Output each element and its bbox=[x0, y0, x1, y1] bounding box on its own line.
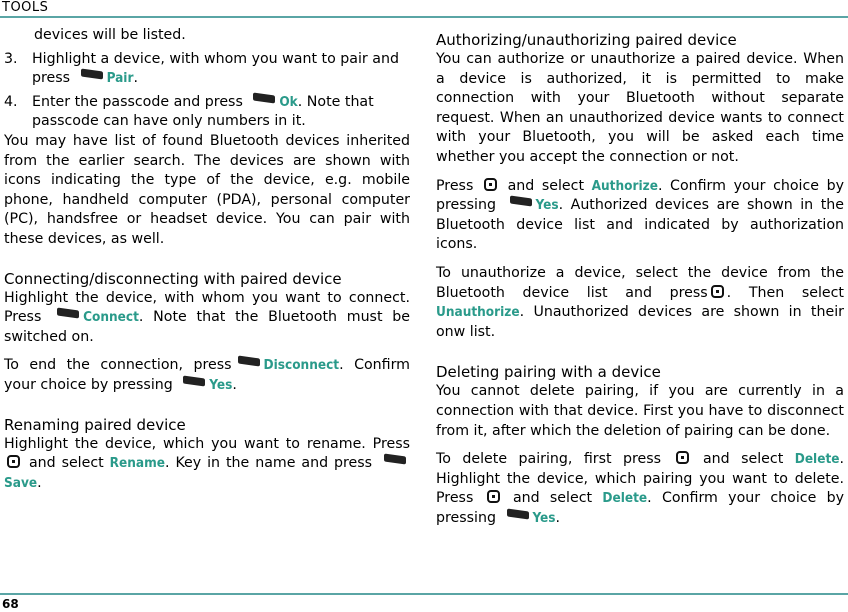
text: and select bbox=[702, 451, 784, 468]
steps-list bbox=[4, 50, 410, 132]
text: . Confirm your choice by pressing bbox=[436, 177, 845, 214]
menu-key-icon bbox=[711, 285, 724, 298]
left-softkey-icon bbox=[510, 196, 532, 207]
text: Press bbox=[436, 177, 474, 194]
left-softkey-icon bbox=[57, 308, 79, 319]
softkey-label: Yes bbox=[535, 197, 559, 214]
paragraph bbox=[4, 435, 410, 494]
menu-key-icon bbox=[7, 455, 20, 468]
text: and select bbox=[507, 177, 585, 194]
softkey-label: Ok bbox=[279, 93, 298, 110]
softkey-label: Connect bbox=[83, 309, 139, 326]
text: and select bbox=[512, 490, 593, 507]
softkey-label: Rename bbox=[109, 455, 166, 472]
text: To end the connection, press bbox=[4, 357, 232, 374]
text: . Confirm your choice by pressing bbox=[436, 490, 844, 526]
paragraph: You cannot delete pairing, if you are currently in a connection with that device. First you have to disconnect from it, after which the deletion of pairing can be done. bbox=[436, 383, 844, 439]
text: . bbox=[555, 509, 561, 526]
paragraph bbox=[4, 356, 410, 395]
softkey-label: Disconnect bbox=[263, 357, 340, 374]
text: To unauthorize a device, select the device from the Bluetooth device list and press bbox=[436, 264, 844, 301]
text: Highlight the device, with whom you want to connect. Press bbox=[4, 289, 410, 326]
left-softkey-icon bbox=[507, 508, 529, 519]
step-number: 4. bbox=[4, 93, 18, 110]
step-text-end: . bbox=[133, 70, 138, 87]
paragraph: You may have list of found Bluetooth devices inherited from the earlier search. The devices are shown with icons indicating the type of the device, e.g. mobile phone, handheld computer (PDA), personal computer (PC), handsfree or headset device. You can pair with these devices, as well. bbox=[4, 132, 410, 247]
softkey-label: Yes bbox=[532, 509, 556, 526]
footer-rule bbox=[0, 593, 848, 595]
softkey-label: Authorize bbox=[591, 177, 658, 194]
left-softkey-icon bbox=[183, 375, 205, 386]
step-number: 3. bbox=[4, 50, 18, 67]
text: . Confirm your choice by pressing bbox=[4, 357, 410, 393]
softkey-label: Save bbox=[4, 474, 38, 491]
header-rule bbox=[0, 16, 848, 18]
page-number: 68 bbox=[2, 597, 19, 611]
text: . Authorized devices are shown in the Bluetooth device list and indicated by authorization icons. bbox=[436, 197, 844, 253]
text: and select bbox=[28, 455, 104, 472]
text: . Note that the Bluetooth must be switched on. bbox=[4, 309, 411, 345]
text: . Key in the name and press bbox=[165, 455, 373, 472]
text: To delete pairing, first press bbox=[436, 451, 662, 468]
left-column bbox=[4, 26, 410, 493]
step-item bbox=[4, 93, 410, 132]
step-text-end: . Note that passcode can have only numbers in it. bbox=[32, 93, 374, 130]
heading-delete: Deleting pairing with a device bbox=[436, 363, 661, 382]
heading-authorize: Authorizing/unauthorizing paired device bbox=[436, 31, 737, 49]
paragraph bbox=[436, 264, 844, 342]
section-title: TOOLS bbox=[2, 0, 49, 15]
text: . Unauthorized devices are shown in their onw list. bbox=[436, 304, 844, 340]
text: . Highlight the device, which pairing you want to delete. Press bbox=[436, 451, 845, 507]
menu-key-icon bbox=[676, 451, 689, 464]
left-softkey-icon bbox=[81, 69, 103, 80]
text: Highlight the device, which you want to rename. Press bbox=[4, 435, 410, 452]
paragraph bbox=[436, 450, 844, 528]
left-softkey-icon bbox=[384, 454, 406, 465]
paragraph bbox=[436, 177, 844, 255]
menu-key-icon bbox=[487, 490, 500, 503]
heading-connect: Connecting/disconnecting with paired device bbox=[4, 269, 342, 288]
softkey-label: Pair bbox=[106, 70, 134, 87]
text: . Then select bbox=[726, 284, 844, 301]
continued-line: devices will be listed. bbox=[34, 27, 186, 43]
softkey-label: Delete bbox=[602, 490, 648, 507]
softkey-label: Yes bbox=[209, 376, 233, 393]
right-column bbox=[436, 26, 844, 528]
softkey-label: Unauthorize bbox=[436, 304, 520, 321]
step-text: Highlight a device, with whom you want to pair and press bbox=[32, 50, 399, 87]
softkey-label: Delete bbox=[794, 451, 840, 468]
heading-rename: Renaming paired device bbox=[4, 415, 186, 434]
step-text: Enter the passcode and press bbox=[32, 93, 243, 110]
text: . bbox=[232, 376, 237, 393]
paragraph bbox=[4, 289, 410, 348]
text: . bbox=[37, 474, 42, 491]
paragraph: You can authorize or unauthorize a paired device. When a device is authorized, it is permitted to make connection with your Bluetooth without separate request. When an unauthorized device wants to connect with your Bluetooth, you will be asked each time whether you accept the connection or not. bbox=[436, 51, 844, 165]
menu-key-icon bbox=[484, 178, 497, 191]
left-softkey-icon bbox=[253, 92, 275, 103]
right-softkey-icon bbox=[238, 356, 260, 367]
step-item bbox=[4, 50, 410, 89]
